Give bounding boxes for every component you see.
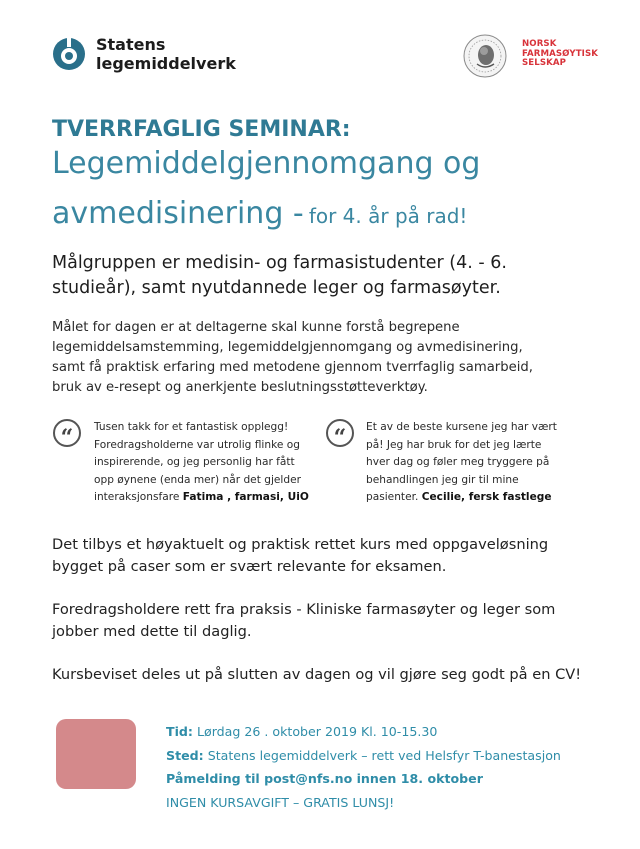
quote-icon: “	[326, 419, 354, 447]
logo-line-2: legemiddelverk	[96, 54, 236, 73]
testimonial-1	[94, 419, 322, 507]
course-description	[52, 534, 612, 578]
partner-line-2: FARMASØYTISK	[522, 48, 599, 59]
time-label: Tid:	[166, 724, 193, 739]
title-line-2	[52, 196, 467, 231]
free-info: INGEN KURSAVGIFT – GRATIS LUNSJ!	[166, 795, 395, 810]
pharmaceutical-society-seal-icon	[463, 34, 507, 78]
place-value: Statens legemiddelverk – rett ved Helsfyr T-banestasjon	[207, 748, 561, 763]
target-group	[52, 251, 597, 301]
paragraph-line: jobber med dette til daglig.	[52, 623, 252, 640]
testimonial-line: inspirerende, og jeg personlig har fått	[94, 456, 295, 468]
testimonial-line: Tusen takk for et fantastisk opplegg!	[94, 421, 289, 433]
testimonial-author: Fatima , farmasi, UiO	[182, 491, 309, 503]
paragraph-line: Det tilbys et høyaktuelt og praktisk rettet kurs med oppgaveløsning	[52, 536, 549, 553]
certificate-description	[52, 664, 612, 686]
paragraph-line: Kursbeviset deles ut på slutten av dagen og vil gjøre seg godt på en CV!	[52, 666, 582, 683]
goal-line-3: samt få praktisk erfaring med metodene gjennom tverrfaglig samarbeid,	[52, 360, 533, 375]
event-place	[166, 748, 561, 763]
testimonial-line	[366, 489, 596, 507]
testimonial-text: interaksjonsfare	[94, 491, 180, 503]
title-line-2-suffix: for 4. år på rad!	[308, 204, 468, 228]
event-time	[166, 724, 437, 739]
partner-line-3: SELSKAP	[522, 58, 567, 69]
testimonial-author: Cecilie, fersk fastlege	[421, 491, 552, 503]
logo-wordmark	[96, 35, 236, 73]
testimonial-2	[366, 419, 596, 507]
image-placeholder	[56, 719, 136, 789]
statens-legemiddelverk-logo-icon	[52, 37, 86, 71]
goal-paragraph	[52, 318, 597, 398]
testimonial-line: hver dag og føler meg tryggere på	[366, 456, 550, 468]
goal-line-1: Målet for dagen er at deltagerne skal kunne forstå begrepene	[52, 320, 460, 335]
paragraph-line: Foredragsholdere rett fra praksis - Kliniske farmasøyter og leger som	[52, 601, 556, 618]
testimonial-line: Foredragsholderne var utrolig flinke og	[94, 438, 300, 451]
testimonial-line: på! Jeg har bruk for det jeg lærte	[366, 438, 542, 451]
testimonial-line: Et av de beste kursene jeg har vært	[366, 421, 557, 433]
paragraph-line: bygget på caser som er svært relevante for eksamen.	[52, 558, 447, 575]
partner-line-1: NORSK	[522, 39, 557, 49]
target-line-2: studieår), samt nyutdannede leger og farmasøyter.	[52, 278, 501, 298]
testimonial-line: behandlingen jeg gir til mine	[366, 473, 519, 486]
goal-line-2: legemiddelsamstemming, legemiddelgjennomgang og avmedisinering,	[52, 340, 523, 355]
testimonial-line: opp øynene (enda mer) når det gjelder	[94, 473, 301, 486]
partner-wordmark	[522, 40, 598, 69]
goal-line-4: bruk av e-resept og anerkjente beslutningsstøtteverktøy.	[52, 380, 428, 395]
place-label: Sted:	[166, 748, 204, 763]
title-line-1: Legemiddelgjennomgang og	[52, 146, 481, 181]
signup-info: Påmelding til post@nfs.no innen 18. oktober	[166, 771, 483, 786]
title-line-2-main: avmedisinering -	[52, 196, 304, 231]
testimonial-line	[94, 489, 322, 507]
time-value: Lørdag 26 . oktober 2019 Kl. 10-15.30	[196, 724, 438, 739]
speakers-description	[52, 599, 612, 643]
quote-icon: “	[53, 419, 81, 447]
logo-line-1: Statens	[96, 35, 166, 54]
seminar-kicker: TVERRFAGLIG SEMINAR:	[52, 117, 351, 142]
testimonial-text: pasienter.	[366, 491, 419, 503]
target-line-1: Målgruppen er medisin- og farmasistudenter (4. - 6.	[52, 253, 507, 273]
